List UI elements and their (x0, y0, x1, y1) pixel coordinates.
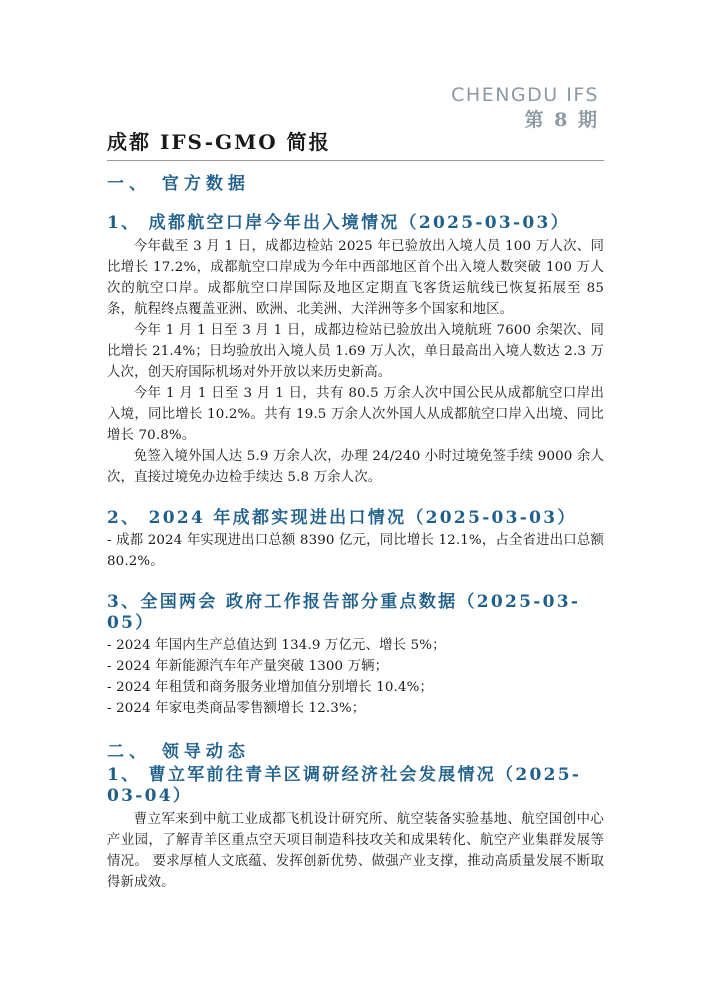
news-item-import-export (107, 508, 604, 572)
item-title: 2、 2024 年成都实现进出口情况（2025-03-03） (107, 508, 577, 528)
item-title: 3、全国两会 政府工作报告部分重点数据（2025-03-05） (107, 592, 581, 633)
item-bullet: - 2024 年租赁和商务服务业增加值分别增长 10.4%； (107, 680, 434, 695)
section-official-data (107, 171, 604, 719)
issue-number: 第 8 期 (524, 109, 599, 131)
item-paragraph: 今年 1 月 1 日至 3 月 1 日，成都边检站已验放出入境航班 7600 余架次、同比增长 21.4%；日均验放出入境人员 1.69 万人次，单日最高出入境人数达 2.3 万人次，创天府国际机场对外开放以来历史新高。 (107, 323, 604, 380)
item-bullet: - 2024 年国内生产总值达到 134.9 万亿元、增长 5%； (107, 638, 446, 653)
report-title: 成都 IFS-GMO 简报 (107, 130, 331, 154)
item-bullet: - 2024 年新能源汽车年产量突破 1300 万辆； (107, 659, 389, 674)
news-item-airport-border (107, 213, 604, 488)
news-item-leader-visit (107, 765, 604, 893)
section-leadership (107, 739, 604, 893)
brand-name: CHENGDU IFS (451, 84, 599, 106)
item-paragraph: 曹立军来到中航工业成都飞机设计研究所、航空装备实验基地、航空国创中心产业园，了解青羊区重点空天项目制造科技攻关和成果转化、航空产业集群发展等情况。 要求厚植人文底蕴、发挥创新优势、做强产业支撑，推动高质量发展不断取得新成效。 (107, 812, 604, 890)
report-body (107, 171, 604, 893)
section-heading: 一、 官方数据 (107, 174, 250, 194)
item-paragraph: 今年 1 月 1 日至 3 月 1 日，共有 80.5 万余人次中国公民从成都航空口岸出入境，同比增长 10.2%。共有 19.5 万余人次外国人从成都航空口岸入出境、同比增长 70.8%。 (107, 386, 604, 443)
item-bullet: - 2024 年家电类商品零售额增长 12.3%； (107, 701, 366, 716)
header-divider (107, 160, 604, 161)
item-title: 1、 成都航空口岸今年出入境情况（2025-03-03） (107, 213, 570, 233)
item-paragraph: 今年截至 3 月 1 日，成都边检站 2025 年已验放出入境人员 100 万人次、同比增长 17.2%，成都航空口岸成为今年中西部地区首个出入境人数突破 100 万人次的航空口岸。成都航空口岸国际及地区定期直飞客货运航线已恢复拓展至 85 条，航程终点覆盖亚洲、欧洲、北美洲、大洋洲等多个国家和地区。 (107, 239, 604, 317)
item-paragraph: 免签入境外国人达 5.9 万余人次，办理 24/240 小时过境免签手续 9000 余人次，直接过境免办边检手续达 5.8 万余人次。 (107, 449, 604, 485)
news-item-two-sessions (107, 592, 604, 719)
section-heading: 二、 领导动态 (107, 742, 250, 762)
item-bullet: - 成都 2024 年实现进出口总额 8390 亿元，同比增长 12.1%，占全省进出口总额 80.2%。 (107, 533, 604, 569)
item-title: 1、 曹立军前往青羊区调研经济社会发展情况（2025-03-04） (107, 765, 582, 806)
